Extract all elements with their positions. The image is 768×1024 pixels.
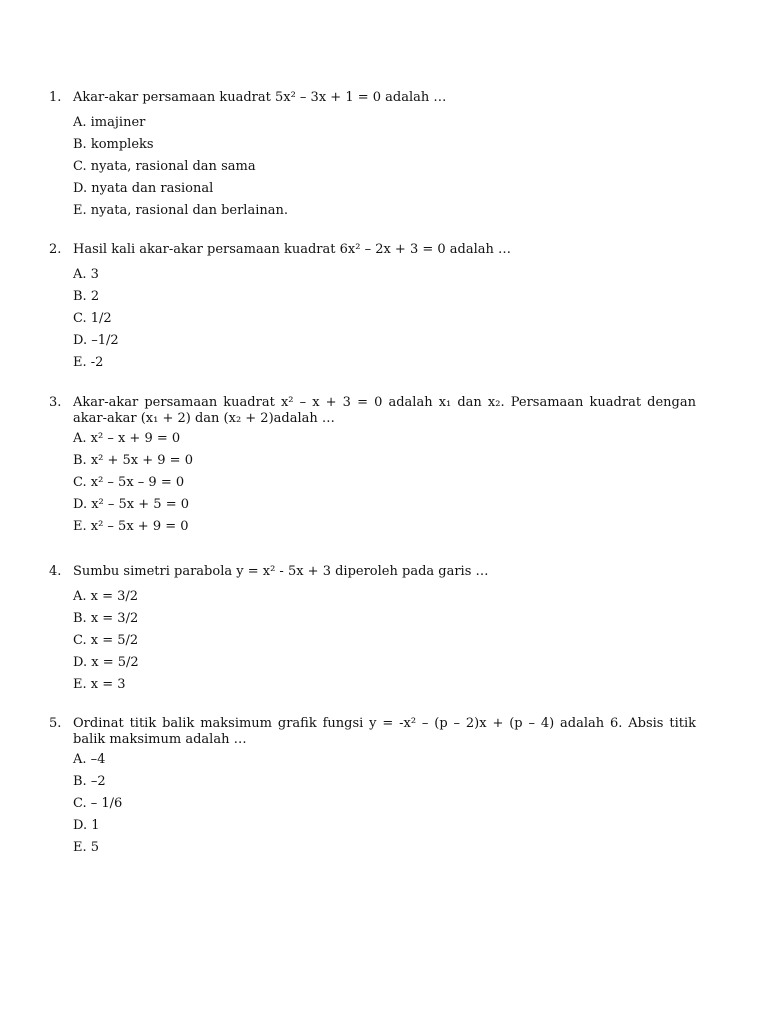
option-a: A. 3: [73, 267, 99, 282]
question-number: 2.: [49, 242, 62, 257]
option-c: C. x = 5/2: [73, 633, 139, 648]
options-list: [73, 428, 696, 538]
question-number: 3.: [49, 395, 62, 410]
question-5: [49, 716, 696, 859]
options-list: [73, 112, 696, 222]
option-b: B. x = 3/2: [73, 611, 139, 626]
question-number: 5.: [49, 716, 62, 731]
option-c: C. nyata, rasional dan sama: [73, 159, 256, 174]
option-d: D. –1/2: [73, 333, 119, 348]
question-2: [49, 242, 696, 374]
option-b: B. 2: [73, 289, 100, 304]
option-e: E. 5: [73, 840, 100, 855]
option-a: A. –4: [73, 752, 106, 767]
question-text: Ordinat titik balik maksimum grafik fungsi y = -x² – (p – 2)x + (p – 4) adalah 6. Absis titik balik maksimum adalah …: [73, 716, 696, 747]
option-c: C. – 1/6: [73, 796, 123, 811]
options-list: [73, 586, 696, 696]
option-a: A. imajiner: [73, 115, 146, 130]
question-4: [49, 564, 696, 696]
option-d: D. 1: [73, 818, 100, 833]
option-b: B. kompleks: [73, 137, 154, 152]
option-e: E. x = 3: [73, 677, 126, 692]
question-text: Akar-akar persamaan kuadrat x² – x + 3 = 0 adalah x₁ dan x₂. Persamaan kuadrat dengan akar-akar (x₁ + 2) dan (x₂ + 2)adalah …: [73, 395, 696, 426]
option-a: A. x² – x + 9 = 0: [73, 431, 181, 446]
option-b: B. –2: [73, 774, 106, 789]
question-number: 1.: [49, 90, 62, 105]
question-number: 4.: [49, 564, 62, 579]
question-text: Akar-akar persamaan kuadrat 5x² – 3x + 1 = 0 adalah …: [73, 90, 447, 105]
option-d: D. x² – 5x + 5 = 0: [73, 497, 189, 512]
option-e: E. nyata, rasional dan berlainan.: [73, 203, 288, 218]
question-text: Hasil kali akar-akar persamaan kuadrat 6x² – 2x + 3 = 0 adalah …: [73, 242, 512, 257]
option-c: C. 1/2: [73, 311, 112, 326]
option-e: E. -2: [73, 355, 104, 370]
question-3: [49, 395, 696, 538]
options-list: [73, 264, 696, 374]
option-e: E. x² – 5x + 9 = 0: [73, 519, 189, 534]
options-list: [73, 749, 696, 859]
option-d: D. nyata dan rasional: [73, 181, 214, 196]
option-c: C. x² – 5x – 9 = 0: [73, 475, 185, 490]
question-text: Sumbu simetri parabola y = x² - 5x + 3 diperoleh pada garis …: [73, 564, 489, 579]
option-d: D. x = 5/2: [73, 655, 139, 670]
question-1: [49, 90, 696, 222]
option-b: B. x² + 5x + 9 = 0: [73, 453, 193, 468]
option-a: A. x = 3/2: [73, 589, 139, 604]
